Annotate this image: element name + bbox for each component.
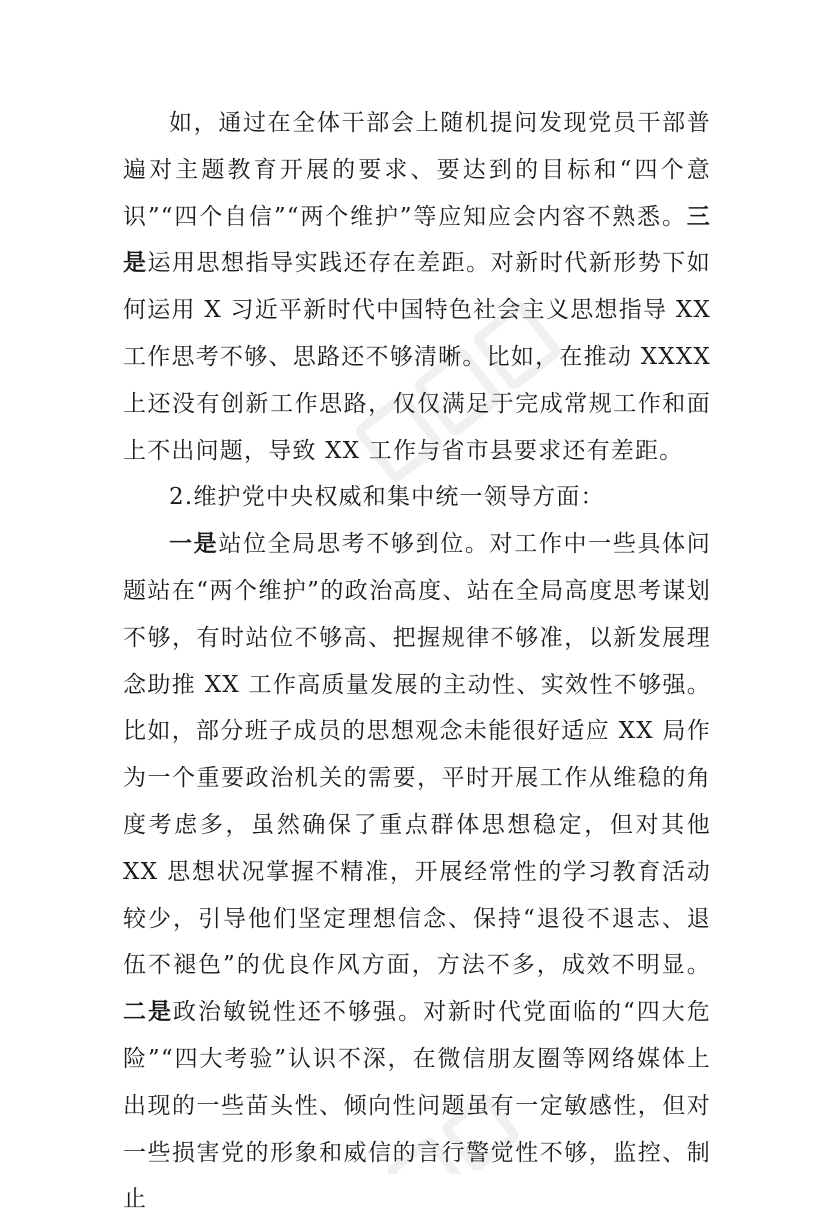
document-body [123,100,711,1223]
section-heading [123,474,711,521]
text-run: 站位全局思考不够到位。对工作中一些具体问题站在“两个维护”的政治高度、站在全局高度思考谋划不够，有时站位不够高、把握规律不够准，以新发展理念助推 XX 工作高质量发展的主动性、实效性不够强。比如，部分班子成员的思想观念未能很好适应 XX 局作为一个重要政治机关的需要，平时开展工作从维稳的角度考虑多，虽然确保了重点群体思想稳定，但对其他 XX 思想状况掌握不精准，开展经常性的学习教育活动较少，引导他们坚定理想信念、保持“退役不退志、退伍不褪色”的优良作风方面，方法不多，成效不明显。 [123,531,712,979]
bold-text-run: 三是 [123,202,711,277]
text-run: 如，通过在全体干部会上随机提问发现党员干部普遍对主题教育开展的要求、要达到的目标和“四个意识”“四个自信”“两个维护”等应知应会内容不熟悉。 [123,110,711,230]
text-run: 2.维护党中央权威和集中统一领导方面： [169,484,605,511]
bold-text-run: 二是 [123,998,174,1026]
paragraph [123,521,711,1223]
text-run: 运用思想指导实践还存在差距。对新时代新形势下如何运用 X 习近平新时代中国特色社会主义思想指导 XX 工作思考不够、思路还不够清晰。比如，在推动 XXXX 上还没有创新工作思路，仅仅满足于完成常规工作和面上不出问题，导致 XX 工作与省市县要求还有差距。 [123,250,711,464]
text-run: 政治敏锐性还不够强。对新时代党面临的“四大危险”“四大考验”认识不深，在微信朋友圈等网络媒体上出现的一些苗头性、倾向性问题虽有一定敏感性，但对一些损害党的形象和威信的言行警觉性不够，监控、制止 [123,999,711,1213]
bold-text-run: 一是 [169,530,219,558]
paragraph [123,100,711,474]
